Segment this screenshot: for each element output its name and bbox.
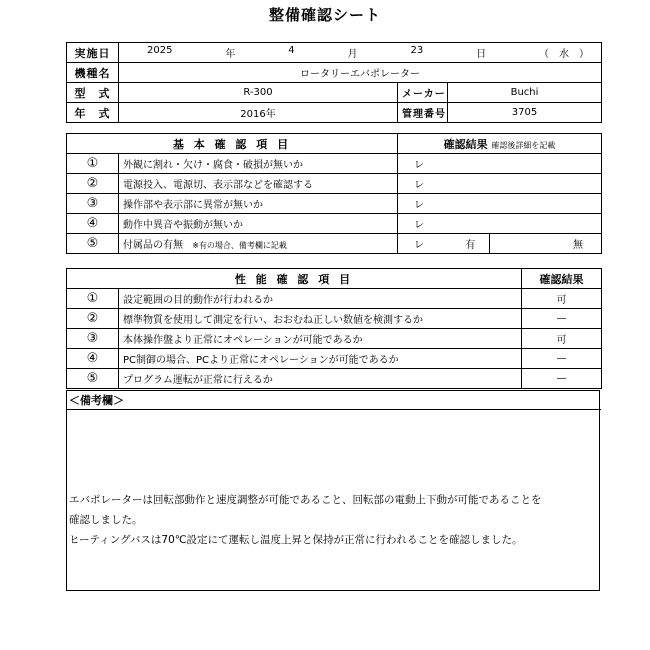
item-number: ④ bbox=[67, 214, 119, 234]
item-text: 標準物質を使用して測定を行い、おおむね正しい数値を検測するか bbox=[119, 309, 522, 329]
item-result: レ bbox=[398, 174, 602, 194]
item-result: — bbox=[522, 369, 602, 389]
item-text: 電源投入、電源切、表示部などを確認する bbox=[119, 174, 398, 194]
item-result: 可 bbox=[522, 289, 602, 309]
item-number: ③ bbox=[67, 329, 119, 349]
item-result: レ bbox=[398, 154, 602, 174]
table-row bbox=[67, 349, 602, 369]
performance-check-table bbox=[66, 268, 602, 389]
maker-value: Buchi bbox=[448, 83, 602, 103]
date-year-unit: 年 bbox=[225, 49, 236, 60]
item-number: ⑤ bbox=[67, 369, 119, 389]
date-row bbox=[67, 43, 602, 63]
item-number: ③ bbox=[67, 194, 119, 214]
item-result: — bbox=[522, 309, 602, 329]
item-result: — bbox=[522, 349, 602, 369]
basic-result-note: 確認後詳細を記載 bbox=[491, 140, 556, 150]
perf-header-row bbox=[67, 269, 602, 289]
accessory-check: レ bbox=[414, 240, 424, 251]
item-number: ⑤ bbox=[67, 234, 119, 254]
item-result: 可 bbox=[522, 329, 602, 349]
accessory-yes: 有 bbox=[465, 240, 476, 251]
item-text: 外観に割れ・欠け・腐食・破損が無いか bbox=[119, 154, 398, 174]
mgmt-label: 管理番号 bbox=[398, 103, 448, 123]
basic-header-row bbox=[67, 134, 602, 154]
accessory-no: 無 bbox=[490, 234, 602, 254]
date-cell bbox=[119, 43, 602, 63]
maker-label: メーカー bbox=[398, 83, 448, 103]
date-month: 4 bbox=[288, 45, 295, 56]
remarks-line: エバポレーターは回転部動作と速度調整が可能であること、回転部の電動上下動が可能であることを bbox=[69, 494, 542, 506]
type-value: R-300 bbox=[119, 83, 398, 103]
item-text: 動作中異音や振動が無いか bbox=[119, 214, 398, 234]
basic-check-table bbox=[66, 133, 602, 254]
accessory-note: ※有の場合、備考欄に記載 bbox=[192, 241, 287, 250]
item-number: ① bbox=[67, 154, 119, 174]
page-title: 整備確認シート bbox=[268, 6, 381, 24]
accessory-text: 付属品の有無 bbox=[123, 240, 183, 251]
item-result: レ bbox=[398, 194, 602, 214]
table-row bbox=[67, 369, 602, 389]
year-value: 2016年 bbox=[119, 103, 398, 123]
date-day: 23 bbox=[410, 45, 424, 56]
item-text: 操作部や表示部に異常が無いか bbox=[119, 194, 398, 214]
model-value: ロータリーエバポレーター bbox=[119, 63, 602, 83]
accessory-yes-cell bbox=[398, 234, 490, 254]
date-weekday: （ 水 ） bbox=[539, 49, 589, 60]
type-row bbox=[67, 83, 602, 103]
remarks-box bbox=[66, 390, 600, 591]
table-row bbox=[67, 234, 602, 254]
year-row bbox=[67, 103, 602, 123]
table-row bbox=[67, 174, 602, 194]
item-number: ① bbox=[67, 289, 119, 309]
table-row bbox=[67, 329, 602, 349]
perf-header: 性 能 確 認 項 目 bbox=[67, 269, 522, 289]
remarks-line: ヒーティングバスは70℃設定にて運転し温度上昇と保持が正常に行われることを確認しました。 bbox=[69, 534, 523, 546]
model-label: 機種名 bbox=[67, 63, 119, 83]
date-month-unit: 月 bbox=[347, 49, 358, 60]
mgmt-value: 3705 bbox=[448, 103, 602, 123]
table-row bbox=[67, 154, 602, 174]
remarks-text bbox=[69, 490, 542, 550]
basic-result-title: 確認結果 bbox=[443, 137, 488, 151]
item-number: ④ bbox=[67, 349, 119, 369]
item-result: レ bbox=[398, 214, 602, 234]
info-table bbox=[66, 42, 602, 123]
table-row bbox=[67, 194, 602, 214]
type-label: 型 式 bbox=[67, 83, 119, 103]
remarks-line: 確認しました。 bbox=[69, 514, 143, 526]
date-year: 2025 bbox=[147, 45, 173, 56]
item-text: プログラム運転が正常に行えるか bbox=[119, 369, 522, 389]
item-number: ② bbox=[67, 174, 119, 194]
perf-result-header: 確認結果 bbox=[522, 269, 602, 289]
remarks-header: ＜備考欄＞ bbox=[69, 394, 124, 407]
date-label: 実施日 bbox=[67, 43, 119, 63]
year-label: 年 式 bbox=[67, 103, 119, 123]
item-text: PC制御の場合、PCより正常にオペレーションが可能であるか bbox=[119, 349, 522, 369]
item-text: 本体操作盤より正常にオペレーションが可能であるか bbox=[119, 329, 522, 349]
item-text bbox=[119, 234, 398, 254]
table-row bbox=[67, 289, 602, 309]
table-row bbox=[67, 214, 602, 234]
item-text: 設定範囲の目的動作が行われるか bbox=[119, 289, 522, 309]
remarks-divider bbox=[67, 409, 601, 410]
basic-header: 基 本 確 認 項 目 bbox=[67, 134, 398, 154]
model-row bbox=[67, 63, 602, 83]
item-number: ② bbox=[67, 309, 119, 329]
basic-result-header bbox=[398, 134, 602, 154]
date-day-unit: 日 bbox=[476, 49, 487, 60]
table-row bbox=[67, 309, 602, 329]
